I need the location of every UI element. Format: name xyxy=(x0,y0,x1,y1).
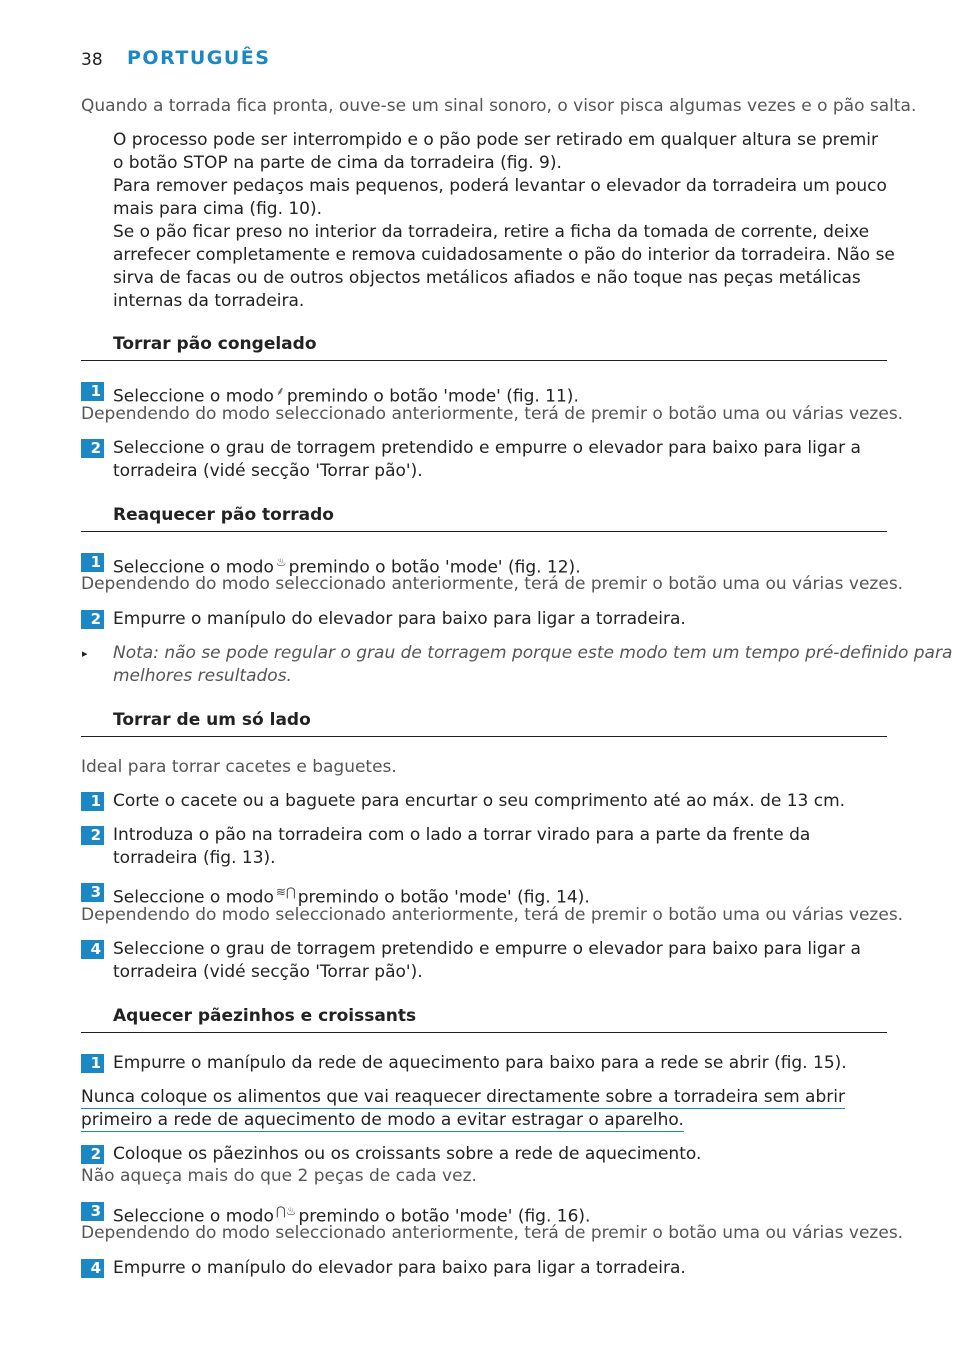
reheat-step-1-note: Dependendo do modo seleccionado anteriormente, terá de premir o botão uma ou várias vezes. xyxy=(81,574,904,594)
buns-step-1: Empurre o manípulo da rede de aquecimento para baixo para a rede se abrir (fig. 15). xyxy=(113,1053,847,1073)
step-number: 2 xyxy=(81,1145,104,1164)
step-number: 3 xyxy=(81,883,104,902)
step-number: 1 xyxy=(81,792,104,811)
buns-step-3: Seleccione o modo ⋂♨ premindo o botão 'mode' (fig. 16). xyxy=(113,1200,590,1229)
reheat-note-line1: Nota: não se pode regular o grau de torragem porque este modo tem um tempo pré-definido para xyxy=(113,643,953,663)
frozen-step-2-line1: Seleccione o grau de torragem pretendido e empurre o elevador para baixo para ligar a xyxy=(113,438,861,458)
oneside-step-3-note: Dependendo do modo seleccionado anteriormente, terá de premir o botão uma ou várias vezes. xyxy=(81,905,904,925)
section-heading-frozen: Torrar pão congelado xyxy=(113,334,317,354)
oneside-step-1: Corte o cacete ou a baguete para encurtar o seu comprimento até ao máx. de 13 cm. xyxy=(113,791,846,811)
intro-line: mais para cima (fig. 10). xyxy=(113,199,323,219)
oneside-step-2-line1: Introduza o pão na torradeira com o lado a torrar virado para a parte da frente da xyxy=(113,825,811,845)
reheat-step-2: Empurre o manípulo do elevador para baixo para ligar a torradeira. xyxy=(113,609,686,629)
step-number: 2 xyxy=(81,610,104,629)
section-heading-oneside: Torrar de um só lado xyxy=(113,710,311,730)
oneside-step-4-line1: Seleccione o grau de torragem pretendido e empurre o elevador para baixo para ligar a xyxy=(113,939,861,959)
frozen-step-1: Seleccione o modo ⸙ premindo o botão 'mode' (fig. 11). xyxy=(113,380,579,409)
page-number: 38 xyxy=(81,50,103,70)
intro-line: arrefecer completamente e remova cuidadosamente o pão do interior da torradeira. Não se xyxy=(113,245,895,265)
oneside-step-4-line2: torradeira (vidé secção 'Torrar pão'). xyxy=(113,962,423,982)
buns-step-3-note: Dependendo do modo seleccionado anteriormente, terá de premir o botão uma ou várias vezes. xyxy=(81,1223,904,1243)
intro-line: internas da torradeira. xyxy=(113,291,305,311)
reheat-mode-icon: ♨ xyxy=(275,555,287,569)
note-bullet-icon: ▸ xyxy=(82,647,88,660)
buns-warning-line1: Nunca coloque os alimentos que vai reaquecer directamente sobre a torradeira sem abrir xyxy=(81,1087,845,1107)
step-number: 1 xyxy=(81,382,104,401)
step-number: 4 xyxy=(81,940,104,959)
buns-step-2: Coloque os pãezinhos ou os croissants sobre a rede de aquecimento. xyxy=(113,1144,702,1164)
buns-mode-icon: ⋂♨ xyxy=(275,1204,297,1218)
frozen-step-1-note: Dependendo do modo seleccionado anteriormente, terá de premir o botão uma ou várias vezes. xyxy=(81,404,904,424)
section-rule xyxy=(81,736,887,737)
intro-line: Para remover pedaços mais pequenos, poderá levantar o elevador da torradeira um pouco xyxy=(113,176,887,196)
section-rule xyxy=(81,360,887,361)
step-number: 2 xyxy=(81,439,104,458)
step-number: 2 xyxy=(81,826,104,845)
section-rule xyxy=(81,1032,887,1033)
step-number: 3 xyxy=(81,1202,104,1221)
buns-warning-line2: primeiro a rede de aquecimento de modo a evitar estragar o aparelho. xyxy=(81,1110,684,1130)
frozen-step-2-line2: torradeira (vidé secção 'Torrar pão'). xyxy=(113,461,423,481)
frozen-mode-icon: ⸙ xyxy=(275,384,285,398)
oneside-intro: Ideal para torrar cacetes e baguetes. xyxy=(81,757,397,777)
section-rule xyxy=(81,531,887,532)
step-number: 1 xyxy=(81,1054,104,1073)
language-title: PORTUGUÊS xyxy=(127,47,271,69)
intro-line: o botão STOP na parte de cima da torradeira (fig. 9). xyxy=(113,153,562,173)
step-number: 1 xyxy=(81,553,104,572)
reheat-step-1: Seleccione o modo ♨ premindo o botão 'mode' (fig. 12). xyxy=(113,551,581,580)
oneside-step-2-line2: torradeira (fig. 13). xyxy=(113,848,276,868)
buns-step-2-note: Não aqueça mais do que 2 peças de cada vez. xyxy=(81,1166,477,1186)
oneside-mode-icon: ≋⋂ xyxy=(275,885,296,899)
intro-line: sirva de facas ou de outros objectos metálicos afiados e não toque nas peças metálicas xyxy=(113,268,861,288)
section-heading-reheat: Reaquecer pão torrado xyxy=(113,505,334,525)
step-number: 4 xyxy=(81,1259,104,1278)
intro-block xyxy=(113,129,895,313)
oneside-step-3: Seleccione o modo ≋⋂ premindo o botão 'mode' (fig. 14). xyxy=(113,881,590,910)
intro-line: Se o pão ficar preso no interior da torradeira, retire a ficha da tomada de corrente, deixe xyxy=(113,222,870,242)
reheat-note-line2: melhores resultados. xyxy=(113,666,292,686)
intro-line: O processo pode ser interrompido e o pão pode ser retirado em qualquer altura se premir xyxy=(113,130,878,150)
intro-text: Quando a torrada fica pronta, ouve-se um sinal sonoro, o visor pisca algumas vezes e o pão salta. xyxy=(81,96,917,116)
section-heading-buns: Aquecer pãezinhos e croissants xyxy=(113,1006,417,1026)
buns-step-4: Empurre o manípulo do elevador para baixo para ligar a torradeira. xyxy=(113,1258,686,1278)
